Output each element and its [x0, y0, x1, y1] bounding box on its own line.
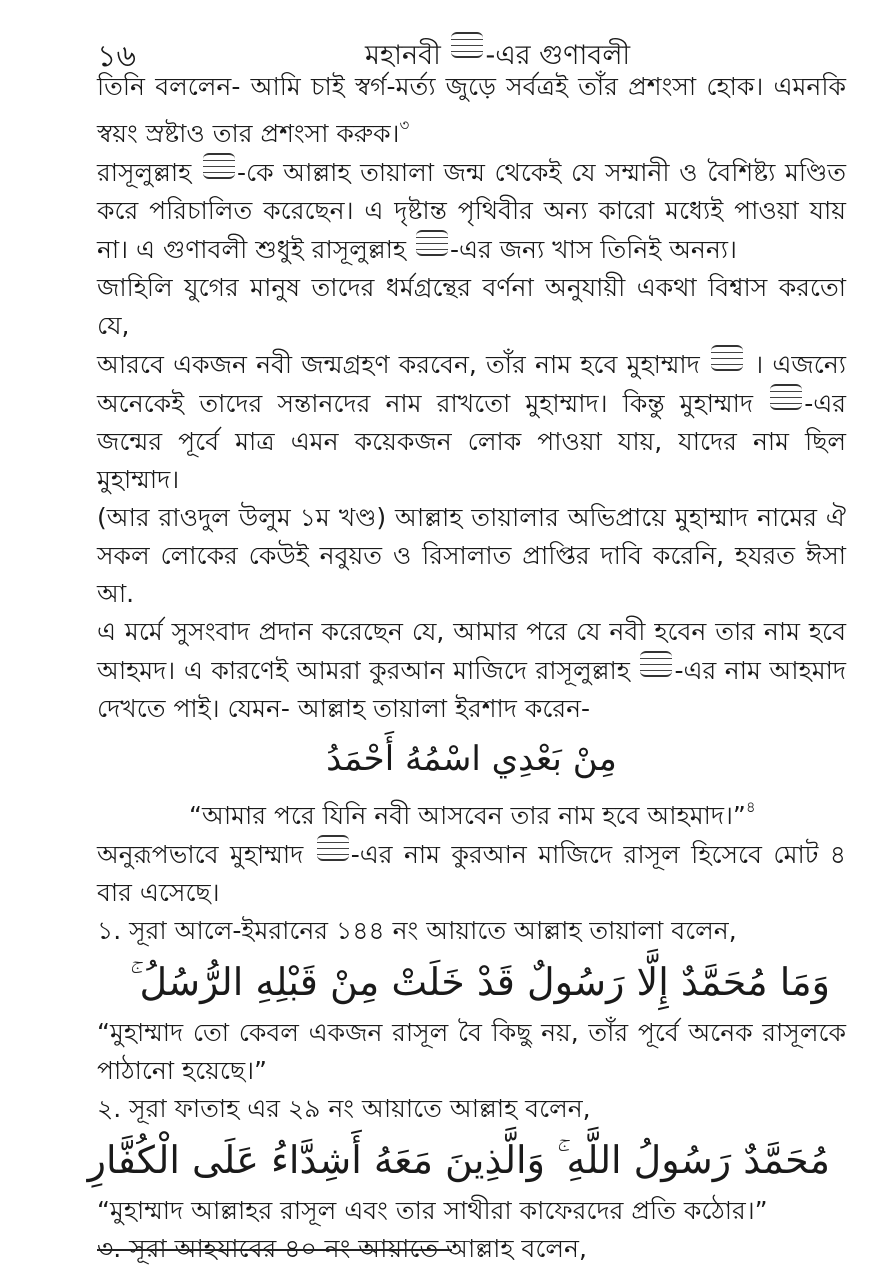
text-line — [97, 835, 846, 874]
text-line: বার এসেছে। — [97, 878, 220, 907]
verse-translation: “মুহাম্মাদ তো কেবল একজন রাসূল বৈ কিছু নয়, তাঁর পূর্বে অনেক রাসূলকে — [97, 1018, 846, 1047]
text-line — [97, 345, 846, 384]
text-line — [97, 651, 846, 690]
text-span: না। এ গুণাবলী শুধুই রাসূলুল্লাহ — [97, 235, 406, 264]
footnote-marker: ৩ — [399, 116, 410, 134]
text-line: ১. সূরা আলে-ইমরানের ১৪৪ নং আয়াতে আল্লাহ তায়ালা বলেন, — [97, 916, 737, 945]
salutation-seal-icon — [640, 651, 672, 677]
text-span: রাসূলুল্লাহ — [97, 158, 192, 187]
salutation-seal-icon — [203, 153, 235, 179]
text-span: আহমদ। এ কারণেই আমরা কুরআন মাজিদে রাসূলুল্লাহ — [97, 656, 630, 685]
arabic-verse: مُحَمَّدٌ رَسُولُ اللَّهِ ۚ وَالَّذِينَ مَعَهُ أَشِدَّاءُ عَلَى الْكُفَّارِ — [87, 1138, 830, 1182]
footnote-marker: ৪ — [745, 798, 756, 816]
salutation-seal-icon — [317, 835, 349, 861]
text-line — [97, 230, 846, 269]
arabic-verse: مِنْ بَعْدِي اسْمُهُ أَحْمَدُ — [326, 739, 617, 779]
verse-translation: পাঠানো হয়েছে।” — [97, 1056, 267, 1085]
text-line: (আর রাওদুল উলুম ১ম খণ্ড) আল্লাহ তায়ালার অভিপ্রায়ে মুহাম্মাদ নামের ঐ — [97, 503, 846, 532]
text-span: -এর নাম আহমাদ — [674, 656, 846, 685]
text-span: অনুরূপভাবে মুহাম্মাদ — [97, 840, 304, 869]
text-line: জাহিলি যুগের মানুষ তাদের ধর্মগ্রন্থের বর্ণনা অনুযায়ী একথা বিশ্বাস করতো যে, — [97, 273, 846, 340]
text-span: স্বয়ং স্রষ্টাও তার প্রশংসা করুক। — [97, 119, 400, 148]
footnote-divider — [97, 1249, 452, 1251]
text-line — [97, 384, 846, 423]
text-line: সকল লোকের কেউই নবুয়ত ও রিসালাত প্রাপ্তির দাবি করেনি, হযরত ঈসা আ. — [97, 541, 846, 608]
text-span: “আমার পরে যিনি নবী আসবেন তার নাম হবে আহমাদ।” — [189, 801, 746, 830]
text-span: -কে আল্লাহ তায়ালা জন্ম থেকেই যে সম্মানী ও বৈশিষ্ট্য মণ্ডিত — [236, 158, 846, 187]
text-line: জন্মের পূর্বে মাত্র এমন কয়েকজন লোক পাওয়া যায়, যাদের নাম ছিল মুহাম্মাদ। — [97, 427, 846, 494]
arabic-verse: وَمَا مُحَمَّدٌ إِلَّا رَسُولٌ قَدْ خَلَتْ مِنْ قَبْلِهِ الرُّسُلُ ۚ — [130, 960, 830, 1004]
text-line: এ মর্মে সুসংবাদ প্রদান করেছেন যে, আমার পরে যে নবী হবেন তার নাম হবে — [97, 617, 846, 646]
text-span: । এজন্যে — [754, 350, 847, 379]
text-line: ৩. সূরা আহযাবের ৪০ নং আয়াতে আল্লাহ বলেন, — [97, 1234, 587, 1263]
text-span: -এর নাম কুরআন মাজিদে রাসূল হিসেবে মোট ৪ — [350, 840, 847, 869]
text-span: আরবে একজন নবী জন্মগ্রহণ করবেন, তাঁর নাম হবে মুহাম্মাদ — [97, 350, 700, 379]
salutation-seal-icon — [451, 32, 483, 58]
page-header — [97, 28, 830, 72]
running-title-end: -এর গুণাবলী — [485, 40, 631, 71]
body-text — [87, 68, 847, 1268]
verse-translation — [97, 788, 846, 835]
page-number: ১৬ — [97, 39, 136, 74]
verse-translation: “মুহাম্মাদ আল্লাহর রাসূল এবং তার সাথীরা কাফেরদের প্রতি কঠোর।” — [97, 1196, 768, 1225]
text-line: তিনি বললেন- আমি চাই স্বর্গ-মর্ত্য জুড়ে সর্বত্রই তাঁর প্রশংসা হোক। এমনকি — [97, 72, 846, 101]
text-span: অনেকেই তাদের সন্তানদের নাম রাখতো মুহাম্মাদ। কিন্তু মুহাম্মাদ — [97, 389, 754, 418]
salutation-seal-icon — [711, 345, 743, 371]
text-line: করে পরিচালিত করেছেন। এ দৃষ্টান্ত পৃথিবীর অন্য কারো মধ্যেই পাওয়া যায় — [97, 196, 846, 225]
salutation-seal-icon — [770, 384, 802, 410]
text-span: -এর — [804, 389, 846, 418]
text-line: ২. সূরা ফাতাহ এর ২৯ নং আয়াতে আল্লাহ বলেন, — [97, 1094, 591, 1123]
text-line — [97, 153, 846, 192]
salutation-seal-icon — [416, 230, 448, 256]
text-line: দেখতে পাই। যেমন- আল্লাহ তায়ালা ইরশাদ করেন- — [97, 694, 591, 723]
text-line — [97, 106, 846, 153]
text-span: -এর জন্য খাস তিনিই অনন্য। — [449, 235, 737, 264]
running-title-start: মহানবী — [365, 40, 441, 71]
